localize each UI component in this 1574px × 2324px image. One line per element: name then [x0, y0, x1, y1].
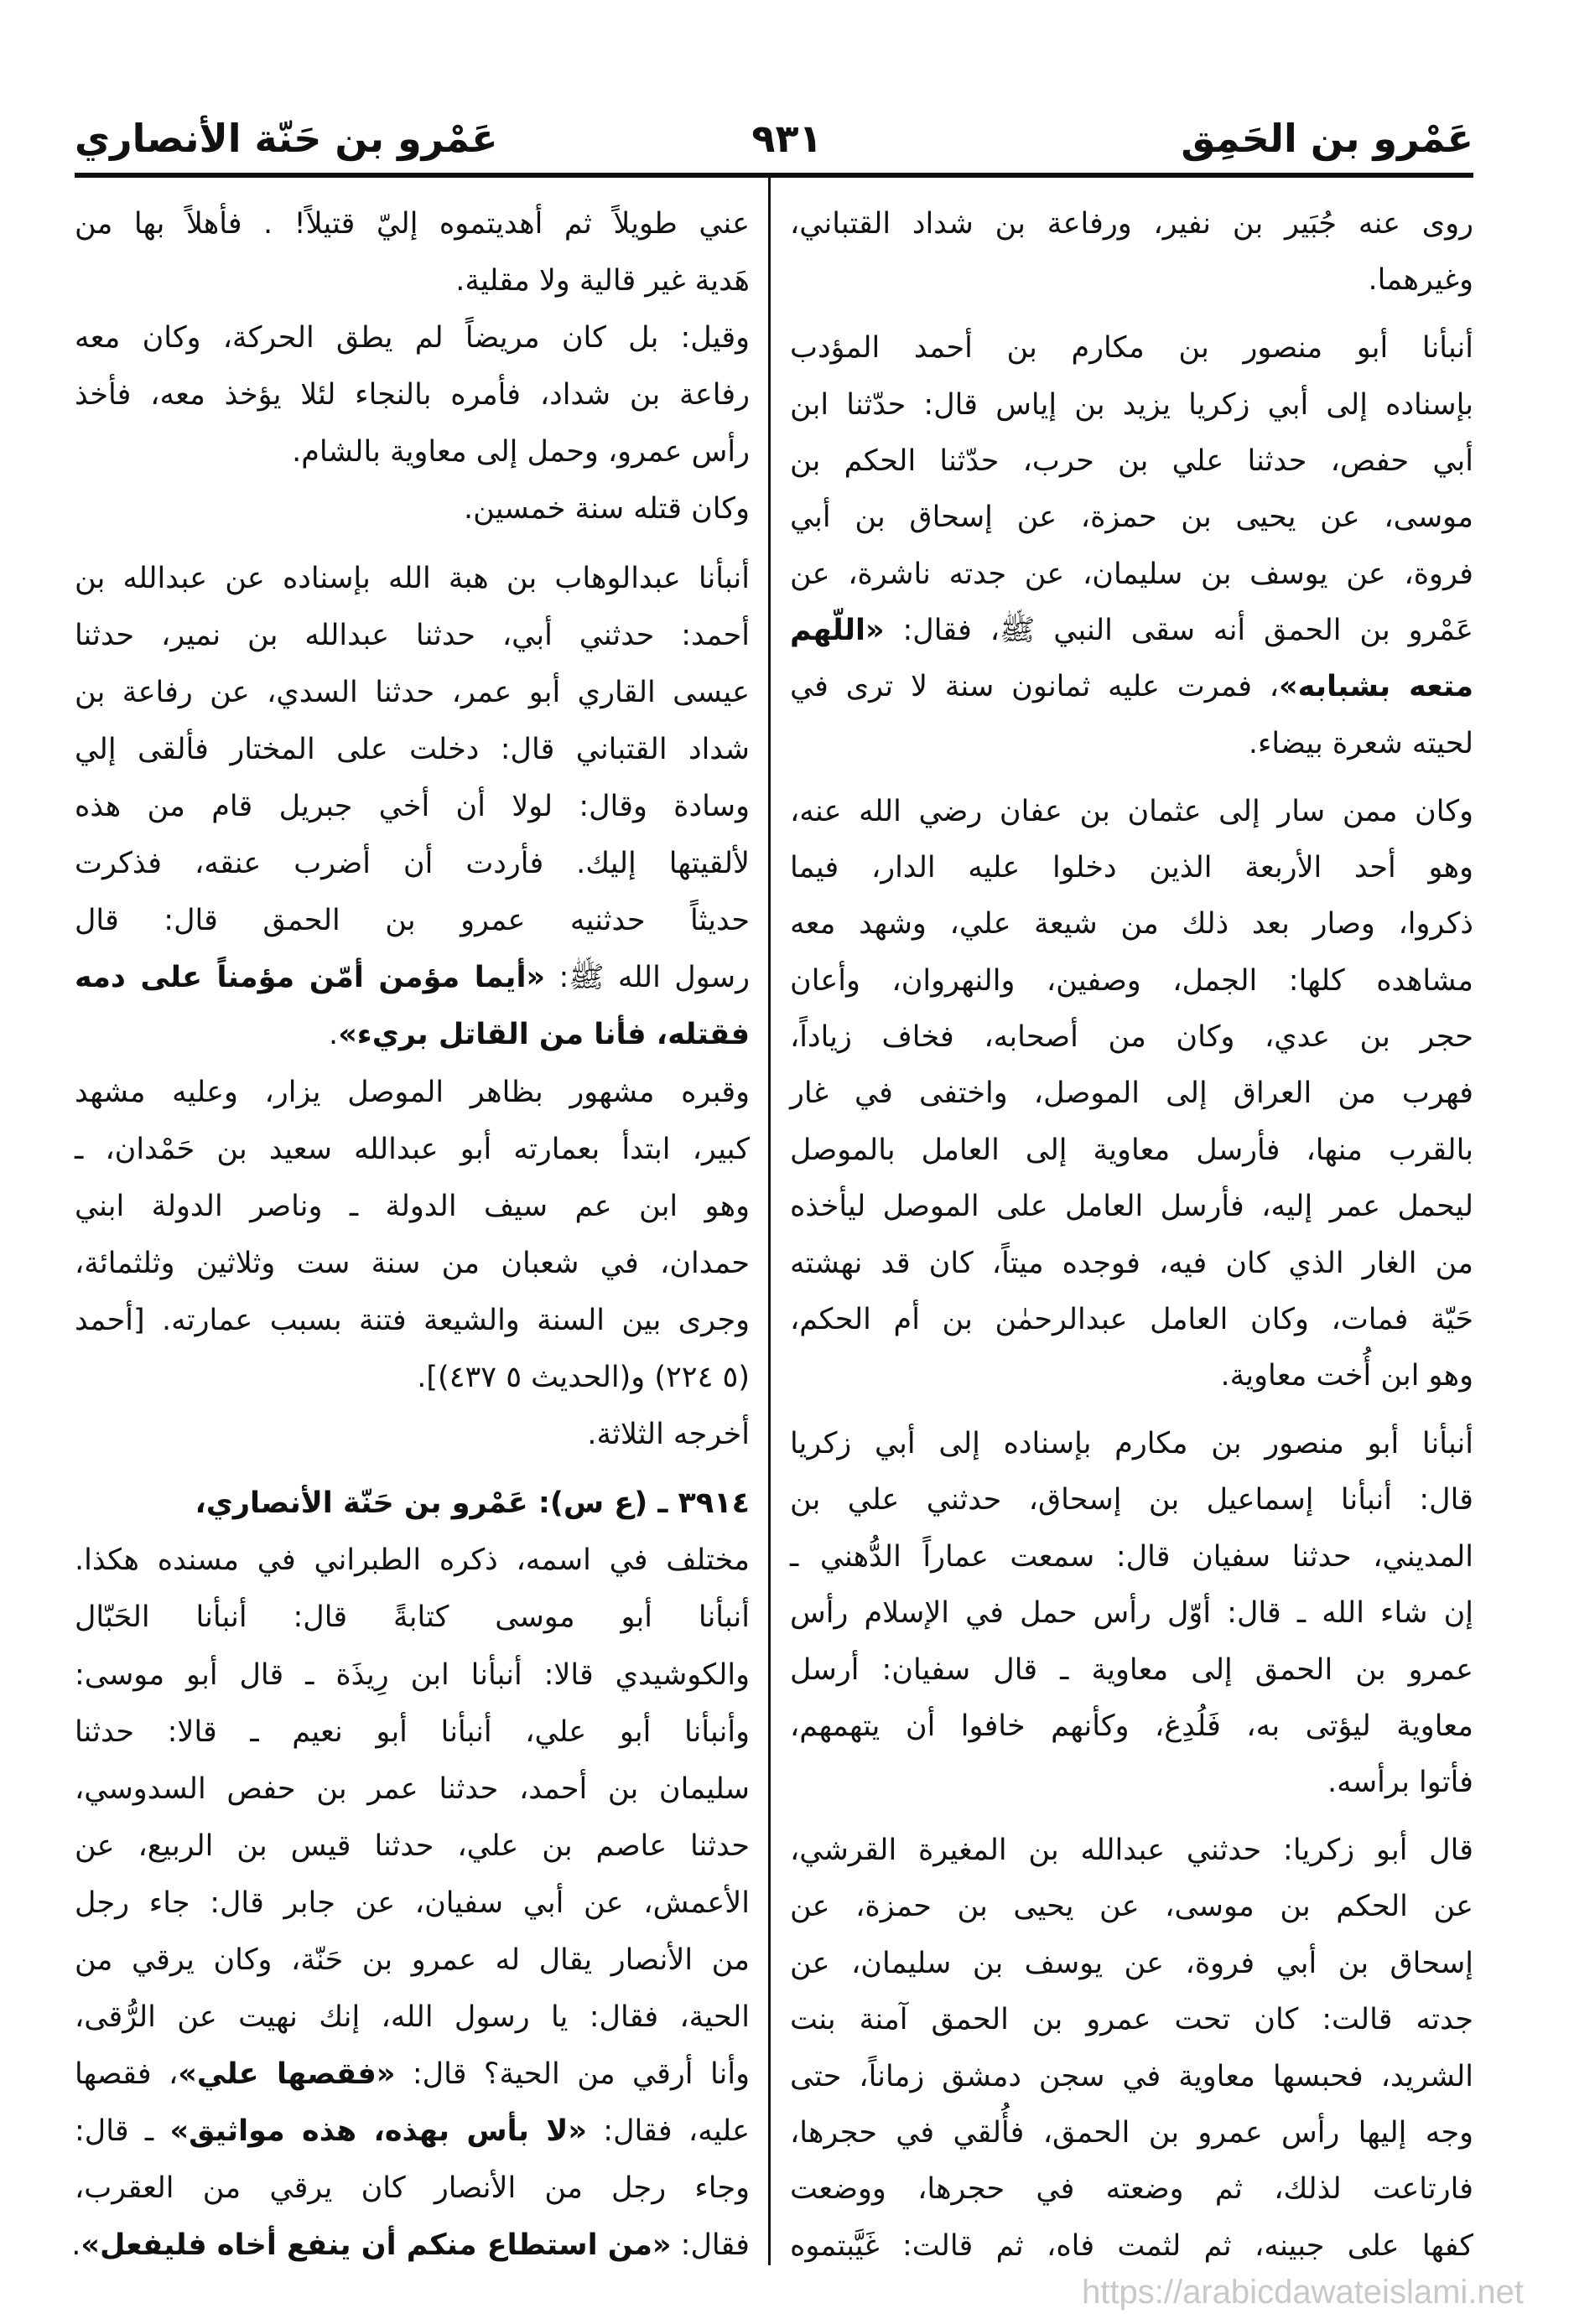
line-text: فأتوا برأسه. — [1327, 1766, 1473, 1800]
line-text: وجرى بين السنة والشيعة فتنة بسبب عمارته. [أحمد — [75, 1303, 750, 1337]
line-text: حديثاً حدثنيه عمرو بن الحمق قال: قال — [75, 904, 750, 938]
text-line — [790, 2165, 1473, 2213]
line-text: عن الحكم بن موسى، عن يحيى بن حمزة، عن — [790, 1890, 1473, 1924]
text-line — [790, 1589, 1473, 1637]
line-text: الشريد، فحبسها معاوية في سجن دمشق زماناً، حتى — [790, 2059, 1473, 2093]
text-line — [75, 1410, 750, 1459]
text-line — [790, 787, 1473, 836]
line-text: سليمان بن أحمد، حدثنا عمر بن حفص السدوسي، — [75, 1772, 750, 1806]
text-line — [75, 668, 750, 717]
page-number: ٩٣١ — [751, 116, 823, 161]
bold-text: «من استطاع منكم أن ينفع أخاه فليفعل» — [81, 2228, 672, 2263]
line-text: كبير، ابتدأ بعمارته أبو عبدالله سعيد بن حَمْدان، ـ — [75, 1132, 750, 1166]
line-text: المديني، حدثنا سفيان قال: سمعت عماراً الدُّهني ـ — [790, 1539, 1473, 1574]
line-text: أبي حفص، حدثنا علي بن حرب، حدّثنا الحكم بن — [790, 444, 1473, 478]
line-text: الأعمش، عن أبي سفيان، عن جابر قال: جاء رجل — [75, 1886, 750, 1920]
text-line — [75, 371, 750, 419]
line-text: وكان قتله سنة خمسين. — [463, 492, 750, 527]
line-text: ليحمل عمر إليه، فأرسل العامل على الموصل ليأخذه — [790, 1190, 1473, 1224]
bold-text: «أيما مؤمن أمّن مؤمناً على دمه — [75, 961, 546, 995]
line-text: بالقرب منها، فأرسل معاوية إلى العامل بالموصل — [790, 1133, 1473, 1167]
text-line — [790, 1182, 1473, 1231]
text-line — [790, 1295, 1473, 1344]
text-line — [75, 257, 750, 305]
line-text: إسحاق بن أبي فروة، عن يوسف بن سليمان، عن — [790, 1946, 1473, 1980]
line-text: وأنبأنا أبو علي، أنبأنا أبو نعيم ـ قالا: حدثنا — [75, 1714, 750, 1749]
text-line — [75, 1879, 750, 1927]
text-line — [75, 1182, 750, 1231]
running-head-right: عَمْرو بن الحَمِق — [1181, 116, 1473, 161]
line-text: حَيّة فمات، وكان العامل عبدالرحمٰن بن أم الحكم، — [790, 1302, 1473, 1336]
line-text: فروة، عن يوسف بن سليمان، عن جدته ناشرة، عن — [790, 557, 1473, 591]
line-text: هَدية غير قالية ولا مقلية. — [455, 264, 750, 298]
text-line — [75, 1068, 750, 1117]
bold-text: فقتله، فأنا من القاتل بريء» — [338, 1018, 750, 1052]
line-text: عني طويلاً ثم أهديتموه إليّ قتيلاً! . فأهلاً بها من — [75, 207, 750, 241]
text-line — [790, 1995, 1473, 2044]
text-line — [790, 437, 1473, 485]
text-line — [75, 554, 750, 603]
line-text: وهو أحد الأربعة الذين دخلوا عليه الدار، فيما — [790, 850, 1473, 884]
bold-text: «اللّهم — [790, 614, 885, 647]
line-text: فقال: — [671, 2228, 750, 2263]
line-text: عَمْرو بن الحمق أنه سقى النبي ﷺ، فقال: — [884, 614, 1473, 647]
text-line — [790, 1882, 1473, 1931]
text-line — [75, 200, 750, 248]
text-line — [790, 493, 1473, 542]
line-text: الحية، فقال: يا رسول الله، إنك نهيت عن الرُّقى، — [75, 2000, 750, 2035]
text-line — [75, 1651, 750, 1699]
line-text: روى عنه جُبَير بن نفير، ورفاعة بن شداد القتباني، — [790, 207, 1473, 241]
bold-text: متعه بشبابه» — [1279, 670, 1473, 704]
text-line — [75, 314, 750, 362]
text-line — [75, 1353, 750, 1402]
line-text: والكوشيدي قالا: أنبأنا ابن رِيذَة ـ قال أبو موسى: — [75, 1657, 750, 1692]
text-line — [790, 1702, 1473, 1751]
text-line — [790, 719, 1473, 768]
text-line — [75, 1010, 750, 1059]
line-text: من الغار الذي كان فيه، فوجده ميتاً، كان قد نهشته — [790, 1246, 1473, 1280]
text-line — [790, 2109, 1473, 2157]
line-text: فهرب من العراق إلى الموصل، واختفى في غار — [790, 1076, 1473, 1111]
text-line — [790, 1826, 1473, 1875]
line-text: بإسناده إلى أبي زكريا يزيد بن إياس قال: حدّثنا ابن — [790, 387, 1473, 422]
text-line — [75, 839, 750, 888]
watermark: https://arabicdawateislami.net — [1082, 2274, 1524, 2311]
text-line — [75, 1936, 750, 1984]
text-line — [790, 1013, 1473, 1061]
text-line — [790, 1476, 1473, 1524]
text-line — [790, 1939, 1473, 1988]
line-text: رسول الله ﷺ: — [545, 961, 750, 995]
text-line — [75, 1708, 750, 1756]
line-text: عليه، فقال: — [586, 2114, 750, 2149]
line-text: فارتاعت لذلك، ثم وضعته في حجرها، ووضعت — [790, 2172, 1473, 2207]
line-text: (٥ ٢٢٤) و(الحديث ٥ ٤٣٧)]. — [417, 1360, 750, 1394]
text-line — [75, 2164, 750, 2212]
bold-text: ٣٩١٤ ـ (ع س): عَمْرو بن حَنّة الأنصاري، — [195, 1486, 750, 1521]
header-rule — [75, 173, 1473, 178]
text-line — [75, 896, 750, 945]
line-text: وهو ابن أُخت معاوية. — [1220, 1359, 1473, 1393]
line-text: أنبأنا أبو موسى كتابةً قال: أنبأنا الحَبّال — [75, 1600, 750, 1635]
line-text: ذكروا، وصار بعد ذلك من شيعة علي، وشهد معه — [790, 907, 1473, 942]
text-line — [75, 2050, 750, 2098]
line-text: . — [71, 2228, 81, 2263]
text-line — [75, 1479, 750, 1528]
text-line — [790, 1419, 1473, 1468]
text-line — [75, 2107, 750, 2155]
line-text: شداد القتباني قال: دخلت على المختار فألقى إلي — [75, 732, 750, 766]
text-line — [790, 957, 1473, 1005]
line-text: مشاهده كلها: الجمل، وصفين، والنهروان، وأعان — [790, 963, 1473, 998]
text-line — [790, 606, 1473, 655]
text-line — [75, 611, 750, 660]
column-divider — [768, 178, 771, 2265]
line-text: ، فقصها — [75, 2057, 179, 2092]
text-line — [790, 1239, 1473, 1288]
text-line — [75, 1593, 750, 1642]
line-text: حمدان، في شعبان من سنة ست وثلاثين وثلثمائة، — [75, 1246, 750, 1280]
text-line — [75, 1125, 750, 1174]
line-text: أحمد: حدثني أبي، حدثنا عبدالله بن نمير، حدثنا — [75, 618, 750, 652]
text-line — [790, 200, 1473, 248]
text-line — [790, 256, 1473, 304]
text-line — [790, 662, 1473, 711]
left-column — [71, 200, 750, 2270]
line-text: وقبره مشهور بظاهر الموصل يزار، وعليه مشهد — [75, 1075, 750, 1109]
line-text: وغيرهما. — [1368, 263, 1473, 298]
line-text: إن شاء الله ـ قال: أوّل رأس حمل في الإسلام رأس — [790, 1596, 1473, 1631]
line-text: رفاعة بن شداد، فأمره بالنجاء لئلا يؤخذ معه، فأخذ — [75, 378, 750, 412]
text-line — [75, 1536, 750, 1585]
line-text: وسادة وقال: لولا أن أخي جبريل قام من هذه — [75, 790, 750, 824]
line-text: وأنا أرقي من الحية؟ قال: — [395, 2057, 750, 2092]
line-text: معاوية ليؤتى به، فَلُدِغ، وكأنهم خافوا أن يتهمهم، — [790, 1709, 1473, 1743]
line-text: قال أبو زكريا: حدثني عبدالله بن المغيرة القرشي، — [790, 1834, 1473, 1867]
paragraph-gap — [75, 542, 750, 546]
line-text: حجر بن عدي، وكان من أصحابه، فخاف زياداً، — [790, 1020, 1473, 1054]
text-line — [790, 550, 1473, 599]
line-text: ، فمرت عليه ثمانون سنة لا ترى في — [790, 670, 1280, 704]
bold-text: «لا بأس بهذه، هذه مواثيق» — [169, 2114, 587, 2149]
text-line — [75, 428, 750, 476]
line-text: وقيل: بل كان مريضاً لم يطق الحركة، وكان معه — [75, 321, 750, 355]
paragraph-gap — [790, 313, 1473, 316]
text-line — [790, 2222, 1473, 2270]
text-line — [790, 1351, 1473, 1400]
line-text: مختلف في اسمه، ذكره الطبراني في مسنده هكذا. — [75, 1543, 750, 1578]
line-text: وجه إليها رأس عمرو بن الحمق، فأُلقي في حجرها، — [790, 2115, 1473, 2150]
text-line — [75, 1239, 750, 1288]
text-line — [790, 900, 1473, 948]
text-line — [75, 1296, 750, 1345]
line-text: . — [329, 1018, 339, 1052]
text-line — [790, 1758, 1473, 1807]
text-line — [790, 324, 1473, 372]
line-text: جدته قالت: كان تحت عمرو بن الحمق آمنة بنت — [790, 2003, 1473, 2037]
line-text: من الأنصار يقال له عمرو بن حَنّة، وكان يرقي من — [75, 1943, 750, 1977]
text-line — [790, 843, 1473, 892]
line-text: كفها على جبينه، ثم لثمت فاه، ثم قالت: غَيَّبتموه — [790, 2228, 1473, 2263]
text-line — [75, 485, 750, 533]
line-text: أنبأنا أبو منصور بن مكارم بن أحمد المؤدب — [790, 331, 1473, 366]
line-text: لحيته شعرة بيضاء. — [1248, 726, 1473, 760]
text-line — [790, 381, 1473, 429]
paragraph-gap — [790, 1408, 1473, 1412]
paragraph-gap — [75, 1467, 750, 1471]
text-line — [75, 782, 750, 831]
text-line — [790, 1126, 1473, 1175]
line-text: عمرو بن الحمق إلى معاوية ـ قال سفيان: أرسل — [790, 1652, 1473, 1687]
line-text: موسى، عن يحيى بن حمزة، عن إسحاق بن أبي — [790, 501, 1473, 535]
line-text: وهو ابن عم سيف الدولة ـ وناصر الدولة ابني — [75, 1189, 750, 1223]
line-text: رأس عمرو، وحمل إلى معاوية بالشام. — [292, 435, 750, 469]
line-text: أنبأنا عبدالوهاب بن هبة الله بإسناده عن عبدالله بن — [75, 561, 750, 595]
running-head-left: عَمْرو بن حَنّة الأنصاري — [75, 116, 498, 161]
text-line — [75, 1822, 750, 1870]
text-line — [790, 1646, 1473, 1694]
line-text: حدثنا عاصم بن علي، حدثنا قيس بن الربيع، عن — [75, 1829, 750, 1863]
text-line — [71, 2221, 750, 2270]
right-column — [790, 200, 1473, 2270]
line-text: وكان ممن سار إلى عثمان بن عفان رضي الله عنه، — [790, 794, 1473, 828]
line-text: قال: أنبأنا إسماعيل بن إسحاق، حدثني علي بن — [790, 1483, 1473, 1517]
line-text: أنبأنا أبو منصور بن مكارم بإسناده إلى أبي زكريا — [790, 1427, 1473, 1460]
text-line — [75, 953, 750, 1002]
text-line — [790, 1069, 1473, 1118]
text-line — [75, 1765, 750, 1813]
line-text: وجاء رجل من الأنصار كان يرقي من العقرب، — [75, 2171, 750, 2206]
line-text: لألقيتها إليك. فأردت أن أضرب عنقه، فذكرت — [75, 847, 750, 881]
text-line — [790, 1533, 1473, 1581]
paragraph-gap — [790, 776, 1473, 779]
line-text: أخرجه الثلاثة. — [587, 1418, 750, 1452]
line-text: عيسى القاري أبو عمر، حدثنا السدي، عن رفاعة بن — [75, 675, 750, 709]
bold-text: «فقصها علي» — [178, 2057, 396, 2092]
text-line — [790, 2052, 1473, 2101]
paragraph-gap — [790, 1815, 1473, 1818]
text-line — [75, 1993, 750, 2041]
line-text: ـ قال: — [75, 2114, 170, 2149]
text-line — [75, 725, 750, 774]
